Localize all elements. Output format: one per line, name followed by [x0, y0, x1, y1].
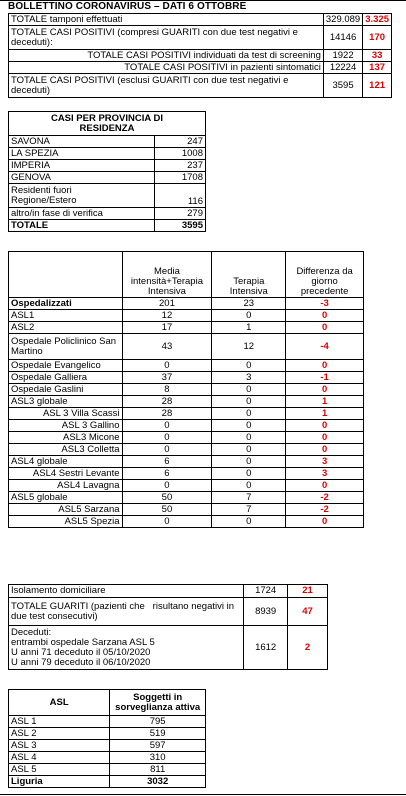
table-row: [9, 136, 206, 148]
deceased-detail: U anni 79 deceduto il 06/10/2020: [11, 656, 151, 668]
hospital-diff: 0: [286, 310, 364, 322]
province-name: altro/in fase di verifica: [9, 208, 155, 220]
hospital-header-ti: Terapia Intensiva: [212, 252, 286, 298]
hospital-name: Ospedale Galliera: [9, 372, 123, 384]
hospital-name: ASL2: [9, 322, 123, 334]
table-row: [9, 408, 364, 420]
hospital-table: [8, 251, 364, 528]
hospital-ti: 0: [212, 468, 286, 480]
hospital-name: ASL5 Sarzana: [9, 504, 123, 516]
hospital-name: ASL4 globale: [9, 456, 123, 468]
surveillance-name: ASL 2: [9, 728, 110, 740]
hospital-name: Ospedalizzati: [9, 298, 123, 310]
hospital-ti: 0: [212, 456, 286, 468]
summary-delta: 3.325: [363, 14, 392, 26]
summary-label: TOTALE CASI POSITIVI (esclusi GUARITI con due test negativi e deceduti): [9, 74, 324, 98]
summary-delta: 170: [363, 26, 392, 50]
hospital-diff: 0: [286, 360, 364, 372]
summary-value: 3595: [323, 74, 362, 98]
surveillance-value: 597: [110, 740, 206, 752]
table-row: [9, 220, 206, 232]
table-row: [9, 384, 364, 396]
table-row: [9, 456, 364, 468]
province-value: 1008: [154, 148, 205, 160]
hospital-media: 0: [122, 516, 212, 528]
deceased-value: 1612: [244, 626, 288, 670]
hospital-diff: 1: [286, 408, 364, 420]
summary-value: 12224: [323, 62, 362, 74]
hospital-diff: 3: [286, 456, 364, 468]
surveillance-name: ASL 1: [9, 716, 110, 728]
hospital-ti: 0: [212, 396, 286, 408]
recovered-delta: 47: [288, 598, 328, 626]
hospital-diff: 0: [286, 432, 364, 444]
hospital-diff: 0: [286, 420, 364, 432]
table-row: [9, 585, 328, 598]
summary-delta: 137: [363, 62, 392, 74]
deceased-detail: entrambi ospedale Sarzana ASL 5: [11, 636, 155, 648]
table-row: [9, 112, 206, 136]
table-row: [9, 444, 364, 456]
hospital-media: 6: [122, 456, 212, 468]
hospital-media: 0: [122, 444, 212, 456]
province-total-label: TOTALE: [9, 220, 155, 232]
hospital-media: 12: [122, 310, 212, 322]
isolation-table: [8, 584, 328, 670]
table-row: [9, 504, 364, 516]
surveillance-total-value: 3032: [110, 776, 206, 788]
province-value: 116: [154, 184, 205, 208]
hospital-name: ASL3 globale: [9, 396, 123, 408]
surveillance-name: ASL 5: [9, 764, 110, 776]
isolation-delta: 21: [288, 585, 328, 598]
hospital-ti: 0: [212, 360, 286, 372]
table-row: [9, 492, 364, 504]
table-row: [9, 184, 206, 208]
summary-delta: 121: [363, 74, 392, 98]
hospital-media: 37: [122, 372, 212, 384]
hospital-name: ASL4 Lavagna: [9, 480, 123, 492]
table-row: [9, 468, 364, 480]
hospital-diff: -2: [286, 492, 364, 504]
hospital-media: 0: [122, 360, 212, 372]
hospital-ti: 0: [212, 408, 286, 420]
surveillance-name: ASL 4: [9, 752, 110, 764]
hospital-name: ASL4 Sestri Levante: [9, 468, 123, 480]
hospital-name: Ospedale Gaslini: [9, 384, 123, 396]
hospital-ti: 12: [212, 334, 286, 360]
hospital-media: 0: [122, 420, 212, 432]
hospital-ti: 0: [212, 444, 286, 456]
isolation-value: 1724: [244, 585, 288, 598]
province-name: IMPERIA: [9, 160, 155, 172]
province-value: 237: [154, 160, 205, 172]
table-row: [9, 50, 392, 62]
deceased-detail: U anni 71 deceduto il 05/10/2020: [11, 646, 151, 658]
surveillance-value: 519: [110, 728, 206, 740]
table-row: [9, 310, 364, 322]
hospital-name: Ospedale Policlinico San Martino: [9, 334, 123, 360]
hospital-media: 8: [122, 384, 212, 396]
table-row: [9, 62, 392, 74]
surveillance-total-label: Liguria: [9, 776, 110, 788]
table-row: [9, 322, 364, 334]
province-value: 1708: [154, 172, 205, 184]
hospital-diff: 3: [286, 468, 364, 480]
hospital-diff: -1: [286, 372, 364, 384]
province-value: 279: [154, 208, 205, 220]
province-name: SAVONA: [9, 136, 155, 148]
recovered-label: TOTALE GUARITI (pazienti che risultano negativi in due test consecutivi): [9, 598, 244, 626]
hospital-diff: 0: [286, 480, 364, 492]
isolation-label: Isolamento domiciliare: [9, 585, 244, 598]
surveillance-value: 795: [110, 716, 206, 728]
table-row: [9, 74, 392, 98]
surveillance-header-asl: ASL: [9, 690, 110, 716]
hospital-header-diff: Differenza da giorno precedente: [286, 252, 364, 298]
table-row: [9, 26, 392, 50]
hospital-diff: -3: [286, 298, 364, 310]
hospital-ti: 0: [212, 432, 286, 444]
hospital-ti: 7: [212, 504, 286, 516]
table-row: [9, 776, 206, 788]
hospital-media: 28: [122, 408, 212, 420]
hospital-name: ASL5 globale: [9, 492, 123, 504]
summary-delta: 33: [363, 50, 392, 62]
table-row: [9, 14, 392, 26]
surveillance-value: 310: [110, 752, 206, 764]
hospital-name: ASL 3 Gallino: [9, 420, 123, 432]
table-row: [9, 172, 206, 184]
hospital-diff: 0: [286, 322, 364, 334]
hospital-diff: -4: [286, 334, 364, 360]
surveillance-header-count: Soggetti in sorveglianza attiva: [110, 690, 206, 716]
table-row: [9, 432, 364, 444]
table-row: [9, 148, 206, 160]
table-row: [9, 764, 206, 776]
table-row: [9, 160, 206, 172]
province-name: GENOVA: [9, 172, 155, 184]
table-row: [9, 516, 364, 528]
summary-value: 329.089: [323, 14, 362, 26]
hospital-media: 6: [122, 468, 212, 480]
table-row: [9, 740, 206, 752]
hospital-media: 201: [122, 298, 212, 310]
hospital-diff: 0: [286, 384, 364, 396]
hospital-media: 0: [122, 480, 212, 492]
hospital-ti: 1: [212, 322, 286, 334]
surveillance-table: [8, 689, 206, 788]
hospital-ti: 0: [212, 310, 286, 322]
hospital-name: ASL1: [9, 310, 123, 322]
province-total-value: 3595: [154, 220, 205, 232]
table-row: [9, 372, 364, 384]
hospital-header-blank: [9, 252, 123, 298]
deceased-label: Deceduti:: [11, 626, 52, 638]
table-row: [9, 728, 206, 740]
bottom-rule: [0, 794, 406, 795]
province-table: [8, 111, 206, 232]
hospital-ti: 0: [212, 420, 286, 432]
table-row: [9, 752, 206, 764]
summary-value: 14146: [323, 26, 362, 50]
hospital-name: ASL3 Micone: [9, 432, 123, 444]
hospital-ti: 7: [212, 492, 286, 504]
page-title: BOLLETTINO CORONAVIRUS – DATI 6 OTTOBRE: [8, 1, 247, 12]
hospital-name: Ospedale Evangelico: [9, 360, 123, 372]
province-name: LA SPEZIA: [9, 148, 155, 160]
hospital-media: 17: [122, 322, 212, 334]
summary-table: [8, 13, 392, 98]
hospital-media: 50: [122, 504, 212, 516]
table-row: [9, 420, 364, 432]
hospital-diff: -2: [286, 504, 364, 516]
hospital-name: ASL5 Spezia: [9, 516, 123, 528]
table-row: [9, 690, 206, 716]
summary-value: 1922: [323, 50, 362, 62]
hospital-name: ASL 3 Villa Scassi: [9, 408, 123, 420]
hospital-header-media: Media intensità+Terapia Intensiva: [122, 252, 212, 298]
hospital-media: 28: [122, 396, 212, 408]
recovered-value: 8939: [244, 598, 288, 626]
province-header: CASI PER PROVINCIA DI RESIDENZA: [9, 112, 206, 136]
table-row: [9, 252, 364, 298]
hospital-media: 0: [122, 432, 212, 444]
hospital-ti: 0: [212, 480, 286, 492]
deceased-delta: 2: [288, 626, 328, 670]
hospital-ti: 0: [212, 384, 286, 396]
hospital-ti: 3: [212, 372, 286, 384]
summary-label: TOTALE CASI POSITIVI in pazienti sintomatici: [9, 62, 324, 74]
hospital-ti: 0: [212, 516, 286, 528]
deceased-cell: [9, 626, 244, 670]
table-row: [9, 208, 206, 220]
hospital-diff: 0: [286, 516, 364, 528]
province-value: 247: [154, 136, 205, 148]
surveillance-name: ASL 3: [9, 740, 110, 752]
table-row: [9, 626, 328, 670]
surveillance-value: 811: [110, 764, 206, 776]
hospital-media: 50: [122, 492, 212, 504]
hospital-name: ASL3 Colletta: [9, 444, 123, 456]
province-name: Residenti fuori Regione/Estero: [9, 184, 155, 208]
table-row: [9, 716, 206, 728]
hospital-diff: 1: [286, 396, 364, 408]
table-row: [9, 298, 364, 310]
summary-label: TOTALE tamponi effettuati: [9, 14, 324, 26]
table-row: [9, 334, 364, 360]
summary-label: TOTALE CASI POSITIVI (compresi GUARITI con due test negativi e deceduti):: [9, 26, 324, 50]
hospital-media: 43: [122, 334, 212, 360]
table-row: [9, 598, 328, 626]
hospital-diff: 0: [286, 444, 364, 456]
table-row: [9, 480, 364, 492]
table-row: [9, 396, 364, 408]
table-row: [9, 360, 364, 372]
summary-label: TOTALE CASI POSITIVI individuati da test di screening: [9, 50, 324, 62]
hospital-ti: 23: [212, 298, 286, 310]
